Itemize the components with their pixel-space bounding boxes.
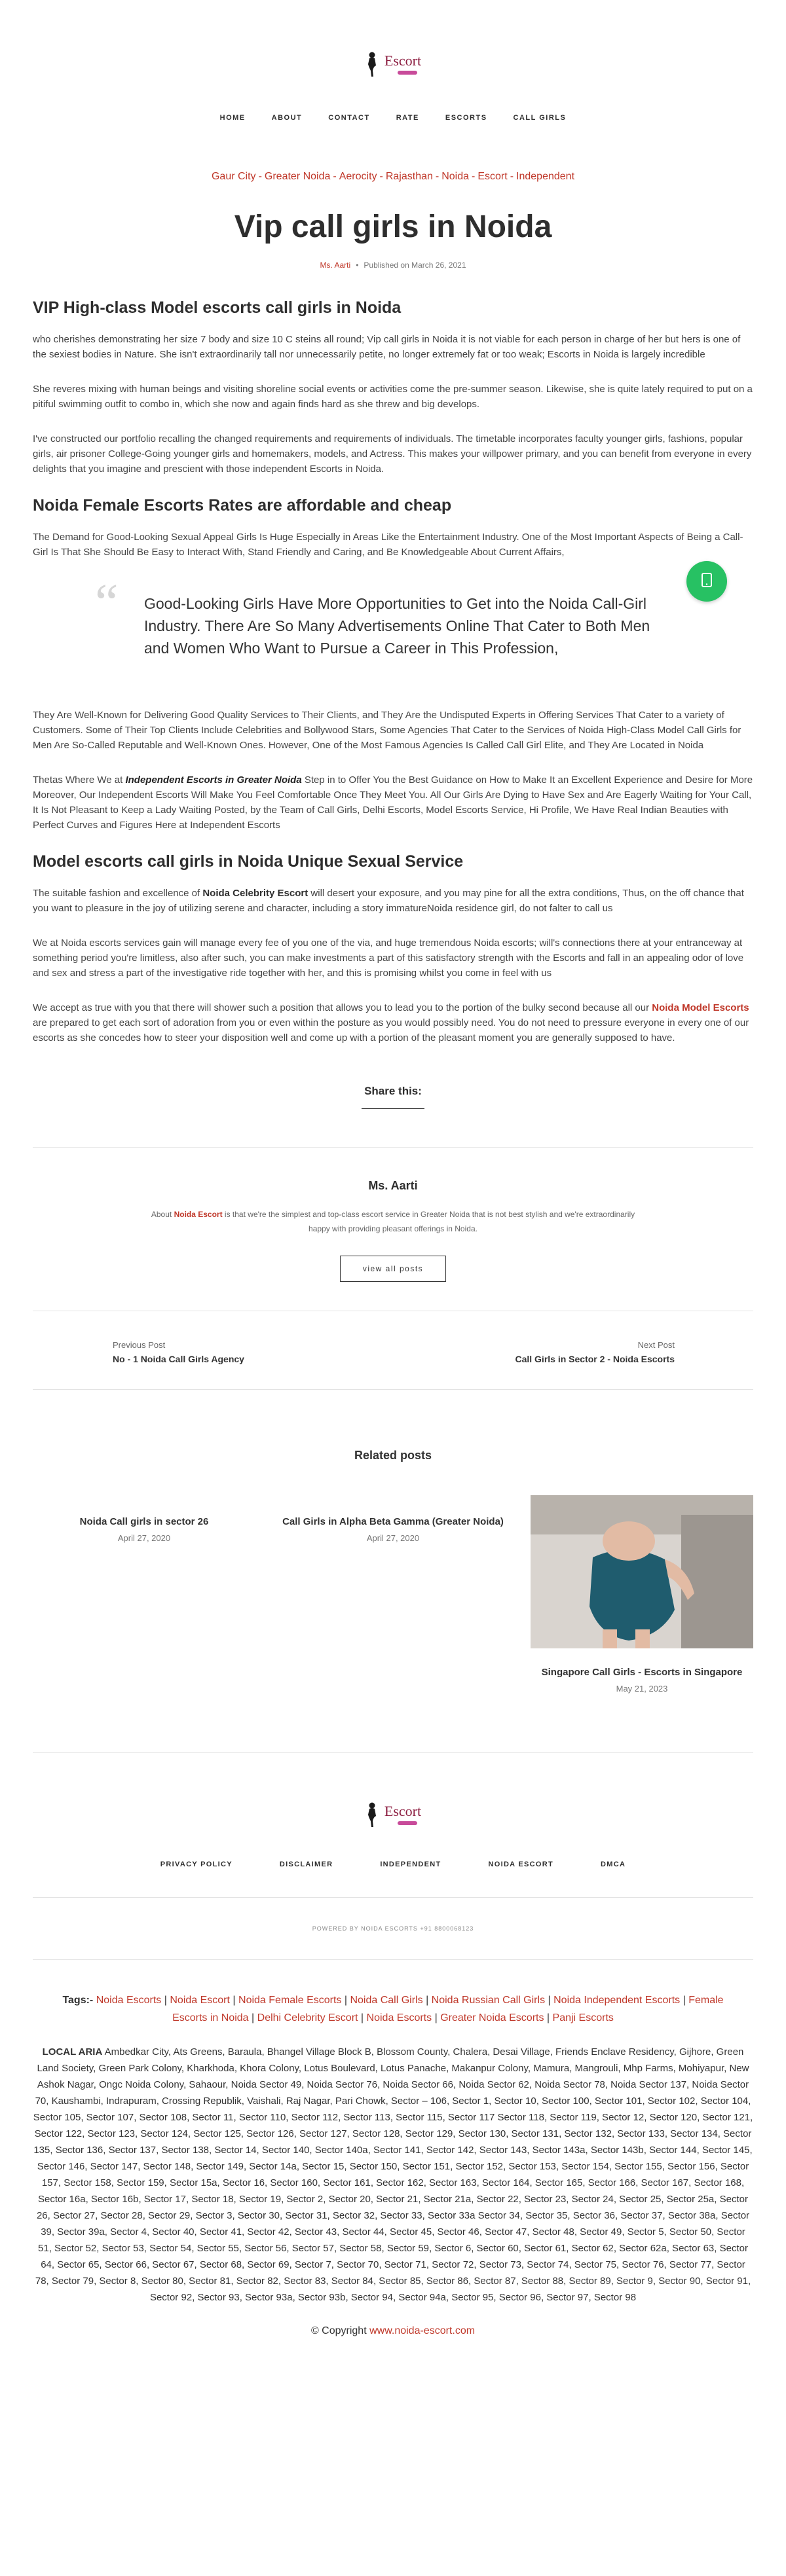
related-date: April 27, 2020 <box>117 1533 171 1543</box>
related-card[interactable] <box>33 1495 255 1694</box>
tag-sep: | <box>252 2012 255 2023</box>
divider <box>33 1389 753 1390</box>
logo-swoosh <box>398 71 417 75</box>
section-heading: Noida Female Escorts Rates are affordable and cheap <box>33 496 452 515</box>
tag-link[interactable]: Noida Call Girls <box>350 1995 423 2006</box>
paragraph: who cherishes demonstrating her size 7 body and size 10 C steins all round; Vip call girls in Noida it is not viable for each person in charge of her but hers is one of the sexiest bodies in Nature. She isn't extraordinarily tall nor unnecessarily petite, no longer extremely fat or too weak; Escorts in Noida is largely incredible <box>33 334 741 360</box>
text-run: Thetas Where We at <box>33 774 126 786</box>
article-body <box>33 299 753 1045</box>
strong-text: Noida Celebrity Escort <box>202 888 309 899</box>
related-card[interactable] <box>531 1495 753 1694</box>
footer-nav-independent[interactable]: INDEPENDENT <box>380 1860 441 1868</box>
tag-sep: | <box>360 2012 364 2023</box>
related-heading: Related posts <box>354 1449 432 1462</box>
related-date: April 27, 2020 <box>366 1533 420 1543</box>
logo-wordmark: Escort <box>384 1803 422 1819</box>
tag-sep: | <box>164 1995 167 2006</box>
previous-post-label: Previous Post <box>113 1340 166 1350</box>
paragraph: The Demand for Good-Looking Sexual Appeal Girls Is Huge Especially in Areas Like the Entertainment Industry. One of the Most Important Aspects of Being a Call-Girl Is That She Should Be Easy to Interact With, Stand Friendly and Caring, and Be Knowledgeable About Current Affairs, <box>33 532 743 558</box>
tag-link[interactable]: Female Escorts in Noida <box>172 1995 724 2023</box>
tag-link[interactable]: Noida Escorts <box>96 1995 162 2006</box>
breadcrumb-sep: - <box>333 171 337 182</box>
post-author-link[interactable]: Ms. Aarti <box>320 261 351 270</box>
related-title: Call Girls in Alpha Beta Gamma (Greater Noida) <box>282 1516 504 1527</box>
tag-sep: | <box>426 1995 429 2006</box>
related-title: Noida Call girls in sector 26 <box>79 1516 209 1527</box>
tag-sep: | <box>344 1995 348 2006</box>
logo-text <box>384 1804 421 1825</box>
main-nav <box>33 114 753 122</box>
text-run: About <box>151 1210 174 1219</box>
tag-link[interactable]: Noida Female Escorts <box>238 1995 342 2006</box>
quote-text: Good-Looking Girls Have More Opportunities to Get into the Noida Call-Girl Industry. There Are So Many Advertisements Online That Cater to Both Men and Women Who Want to Pursue a Career in This Profession, <box>144 595 650 657</box>
post-meta <box>33 261 753 270</box>
logo-text <box>384 54 421 75</box>
site-footer <box>33 1753 753 2363</box>
nav-about[interactable]: ABOUT <box>271 114 303 122</box>
divider <box>33 1959 753 1960</box>
tag-link[interactable]: Noida Escorts <box>366 2012 432 2023</box>
paragraph: They Are Well-Known for Delivering Good Quality Services to Their Clients, and They Are the Undisputed Experts in Offering Services That Cater to a variety of Customers. Some of Their Top Clients Include Celebrities and Bollywood Stars, Some Agencies That Cater to the Services of Noida High-Class Model Call Girls for Men Are So-Called Reputable and Well-Known Ones. However, One of the Most Famous Agencies Is Called Call Girl Elite, and They Are Located in Noida <box>33 710 741 751</box>
footer-nav-privacy[interactable]: PRIVACY POLICY <box>160 1860 233 1868</box>
section-heading: Model escorts call girls in Noida Unique Sexual Service <box>33 852 464 871</box>
breadcrumb-sep: - <box>472 171 476 182</box>
related-date: May 21, 2023 <box>616 1684 668 1694</box>
author-box <box>33 1148 753 1282</box>
silhouette-logo-icon <box>365 1802 379 1828</box>
breadcrumb-item[interactable]: Aerocity <box>339 171 377 182</box>
nav-call-girls[interactable]: CALL GIRLS <box>513 114 567 122</box>
breadcrumb-item[interactable]: Greater Noida <box>264 171 331 182</box>
text-run: We accept as true with you that there will shower such a position that allows you to lead you to the portion of the bulky second because all our <box>33 1002 652 1013</box>
tags-list <box>33 1991 753 2027</box>
pull-quote <box>33 574 753 659</box>
copyright <box>33 2325 753 2363</box>
nav-contact[interactable]: CONTACT <box>328 114 370 122</box>
post-date: Published on March 26, 2021 <box>364 261 466 270</box>
author-bio-link[interactable]: Noida Escort <box>174 1210 223 1219</box>
page <box>33 0 753 2363</box>
paragraph: She reveres mixing with human beings and visiting shoreline social events or activities come the pre-summer season. Likewise, she is quite lately required to put on a pitiful swimming outfit to combo in, which she now and again finds hard as she threw and big develops. <box>33 384 753 410</box>
share-underline <box>362 1108 424 1109</box>
related-posts <box>33 1449 753 1694</box>
divider <box>33 1897 753 1898</box>
author-bio <box>144 1207 642 1236</box>
breadcrumb-item[interactable]: Escort <box>477 171 508 182</box>
text-run: is that we're the simplest and top-class escort service in Greater Noida that is not best stylish and we're extraordinarily happy with providing pleasant offerings in Noida. <box>222 1210 635 1233</box>
copyright-link[interactable]: www.noida-escort.com <box>369 2325 476 2336</box>
nav-home[interactable]: HOME <box>219 114 246 122</box>
breadcrumb-item[interactable]: Noida <box>441 171 470 182</box>
tag-sep: | <box>683 1995 686 2006</box>
text-run: will desert your exposure, and you may pine for all the extra conditions, Thus, on the off chance that you want to pleasure in the joy of utilizing serene and character, including a story immatureNoida residence girl, do not falter to call us <box>33 888 744 914</box>
footer-nav <box>33 1860 753 1868</box>
paragraph: I've constructed our portfolio recalling the changed requirements and requirements of individuals. The timetable incorporates faculty younger girls, fashions, popular girls, air prisoner College-Going younger girls and homemakers, models, and Actress. This makes your willpower primary, and you can benefit from everyone in every delights that you imagine and prescient with those independent Escorts in Noida. <box>33 433 752 475</box>
tag-link[interactable]: Delhi Celebrity Escort <box>257 2012 358 2023</box>
paragraph: We at Noida escorts services gain will manage every fee of you one of the via, and huge tremendous Noida escorts; will's connections there at your entranceway at something period you're limitless, also after such, you can make investments a part of this satisfactory strength with the Escorts and fall in an appealing odor of love and sex and stress a part of the investigative ride together with her, and this is promising whilst you come in feel with us <box>33 937 744 979</box>
tag-link[interactable]: Noida Independent Escorts <box>553 1995 681 2006</box>
local-area-list <box>33 2044 753 2306</box>
share-label: Share this: <box>364 1085 422 1097</box>
paragraph <box>33 1000 753 1045</box>
text-run: The suitable fashion and excellence of <box>33 888 203 899</box>
breadcrumb-item[interactable]: Rajasthan <box>385 171 433 182</box>
breadcrumb-item[interactable]: Gaur City <box>211 171 256 182</box>
tag-sep: | <box>434 2012 438 2023</box>
breadcrumb-sep: - <box>510 171 514 182</box>
next-post-label: Next Post <box>637 1340 675 1350</box>
local-area-text: Ambedkar City, Ats Greens, Baraula, Bhangel Village Block B, Blossom County, Chalera, Desai Village, Friends Enclave Residency, Gijhore, Green Land Society, Green Park Colony, Kharkhoda, Khora Colony, Lotus Boulevard, Lotus Panache, Makanpur Colony, Mamura, Mangrouli, Mhp Farms, Mohiyapur, New Ashok Nagar, Ongc Noida Colony, Sahaour, Noida Sector 49, Noida Sector 76, Noida Sector 66, Noida Sector 62, Noida Sector 78, Noida Sector 137, Noida Sector 70, Kaushambi, Indrapuram, Crossing Republik, Vaishali, Raj Nagar, Pari Chowk, Sector – 106, Sector 1, Sector 10, Sector 100, Sector 101, Sector 102, Sector 104, Sector 105, Sector 107, Sector 108, Sector 11, Sector 110, Sector 112, Sector 113, Sector 115, Sector 117 Sector 118, Sector 119, Sector 12, Sector 120, Sector 121, Sector 122, Sector 123, Sector 124, Sector 125, Sector 126, Sector 127, Sector 128, Sector 129, Sector 130, Sector 131, Sector 132, Sector 133, Sector 134, Sector 135, Sector 136, Sector 137, Sector 138, Sector 14, Sector 140, Sector 140a, Sector 141, Sector 142, Sector 143, Sector 143a, Sector 143b, Sector 144, Sector 145, Sector 146, Sector 147, Sector 148, Sector 149, Sector 14a, Sector 15, Sector 150, Sector 151, Sector 152, Sector 153, Sector 154, Sector 155, Sector 156, Sector 157, Sector 158, Sector 159, Sector 15a, Sector 16, Sector 160, Sector 161, Sector 162, Sector 163, Sector 164, Sector 165, Sector 166, Sector 167, Sector 168, Sector 16a, Sector 16b, Sector 17, Sector 18, Sector 19, Sector 2, Sector 20, Sector 21, Sector 21a, Sector 22, Sector 23, Sector 24, Sector 25, Sector 25a, Sector 26, Sector 27, Sector 28, Sector 29, Sector 3, Sector 30, Sector 31, Sector 32, Sector 33, Sector 33a Sector 34, Sector 35, Sector 36, Sector 37, Sector 38a, Sector 39, Sector 39a, Sector 4, Sector 40, Sector 41, Sector 42, Sector 43, Sector 44, Sector 45, Sector 46, Sector 47, Sector 48, Sector 49, Sector 5, Sector 50, Sector 51, Sector 52, Sector 53, Sector 54, Sector 55, Sector 56, Sector 57, Sector 58, Sector 59, Sector 6, Sector 60, Sector 61, Sector 62, Sector 62a, Sector 63, Sector 64, Sector 65, Sector 66, Sector 67, Sector 68, Sector 69, Sector 7, Sector 70, Sector 71, Sector 72, Sector 73, Sector 74, Sector 75, Sector 76, Sector 77, Sector 78, Sector 79, Sector 8, Sector 80, Sector 81, Sector 82, Sector 83, Sector 84, Sector 85, Sector 86, Sector 87, Sector 88, Sector 89, Sector 9, Sector 90, Sector 91, Sector 92, Sector 93, Sector 93a, Sector 93b, Sector 94, Sector 94a, Sector 95, Sector 96, Sector 97, Sector 98 <box>33 2046 753 2303</box>
next-post-link[interactable] <box>515 1340 675 1364</box>
related-thumbnail <box>531 1495 753 1648</box>
site-header <box>33 0 753 122</box>
paragraph <box>33 772 753 833</box>
copyright-text: © Copyright <box>310 2325 370 2336</box>
breadcrumb <box>33 171 753 183</box>
tag-sep: | <box>546 2012 550 2023</box>
silhouette-logo-icon <box>365 51 379 77</box>
section-heading: VIP High-class Model escorts call girls in Noida <box>33 299 402 317</box>
logo-swoosh <box>398 1821 417 1825</box>
emphasis-text: Independent Escorts in Greater Noida <box>125 774 302 786</box>
related-title: Singapore Call Girls - Escorts in Singapore <box>541 1667 743 1678</box>
related-card[interactable] <box>282 1495 504 1694</box>
related-grid <box>33 1495 753 1694</box>
share-section <box>33 1085 753 1109</box>
powered-by: POWERED BY NOIDA ESCORTS +91 8800068123 <box>312 1925 474 1932</box>
view-all-posts-button[interactable]: view all posts <box>340 1256 446 1282</box>
inline-link[interactable]: Noida Model Escorts <box>652 1002 749 1013</box>
footer-logo-link[interactable] <box>365 1798 421 1832</box>
footer-nav-disclaimer[interactable]: DISCLAIMER <box>279 1860 333 1868</box>
nav-rate[interactable]: RATE <box>396 114 419 122</box>
text-run: are prepared to get each sort of adoration from you or even within the posture as you would possibly need. You do not need to pressure everyone in every one of our escorts as she concedes how to steer your disposition well and come up with a portion of the pleasant moment you are generally supposed to have. <box>33 1017 749 1043</box>
text-run: Step in to Offer You the Best Guidance on How to Make It an Excellent Experience and Desire for More Moreover, Our Independent Escorts Will Make You Feel Comfortable Once They Meet You. All Our Girls Are Dying to Have Sex and Are Eagerly Waiting for Your Call, It Is Not Pleasant to Keep a Lady Waiting Posted, by the Team of Call Girls, Delhi Escorts, Model Escorts Service, Hi Profile, We Have Real Indian Beauties with Perfect Curves and Figures Here at Independent Escorts <box>33 774 753 831</box>
site-logo[interactable] <box>365 47 421 81</box>
author-name: Ms. Aarti <box>368 1179 418 1192</box>
next-post-title: Call Girls in Sector 2 - Noida Escorts <box>515 1354 675 1364</box>
tag-link[interactable]: Greater Noida Escorts <box>440 2012 544 2023</box>
breadcrumb-sep: - <box>379 171 383 182</box>
post-navigation <box>33 1340 753 1364</box>
footer-nav-noida-escort[interactable]: NOIDA ESCORT <box>488 1860 554 1868</box>
tag-sep: | <box>548 1995 551 2006</box>
local-area-label: LOCAL ARIA <box>42 2046 103 2058</box>
quote-mark: “ <box>95 574 119 632</box>
logo-wordmark: Escort <box>384 52 422 69</box>
nav-escorts[interactable]: ESCORTS <box>445 114 487 122</box>
previous-post-link[interactable] <box>113 1340 244 1364</box>
tags-label: Tags:- <box>62 1995 94 2006</box>
page-title: Vip call girls in Noida <box>234 209 552 244</box>
paragraph <box>33 886 753 916</box>
meta-dot: • <box>356 261 359 270</box>
tag-sep: | <box>233 1995 236 2006</box>
footer-nav-dmca[interactable]: DMCA <box>601 1860 626 1868</box>
previous-post-title: No - 1 Noida Call Girls Agency <box>113 1354 244 1364</box>
breadcrumb-sep: - <box>258 171 262 182</box>
tag-link[interactable]: Panji Escorts <box>552 2012 614 2023</box>
footer-logo <box>33 1753 753 1832</box>
breadcrumb-item[interactable]: Independent <box>516 171 575 182</box>
tag-link[interactable]: Noida Escort <box>170 1995 230 2006</box>
tag-link[interactable]: Noida Russian Call Girls <box>431 1995 546 2006</box>
breadcrumb-sep: - <box>435 171 440 182</box>
